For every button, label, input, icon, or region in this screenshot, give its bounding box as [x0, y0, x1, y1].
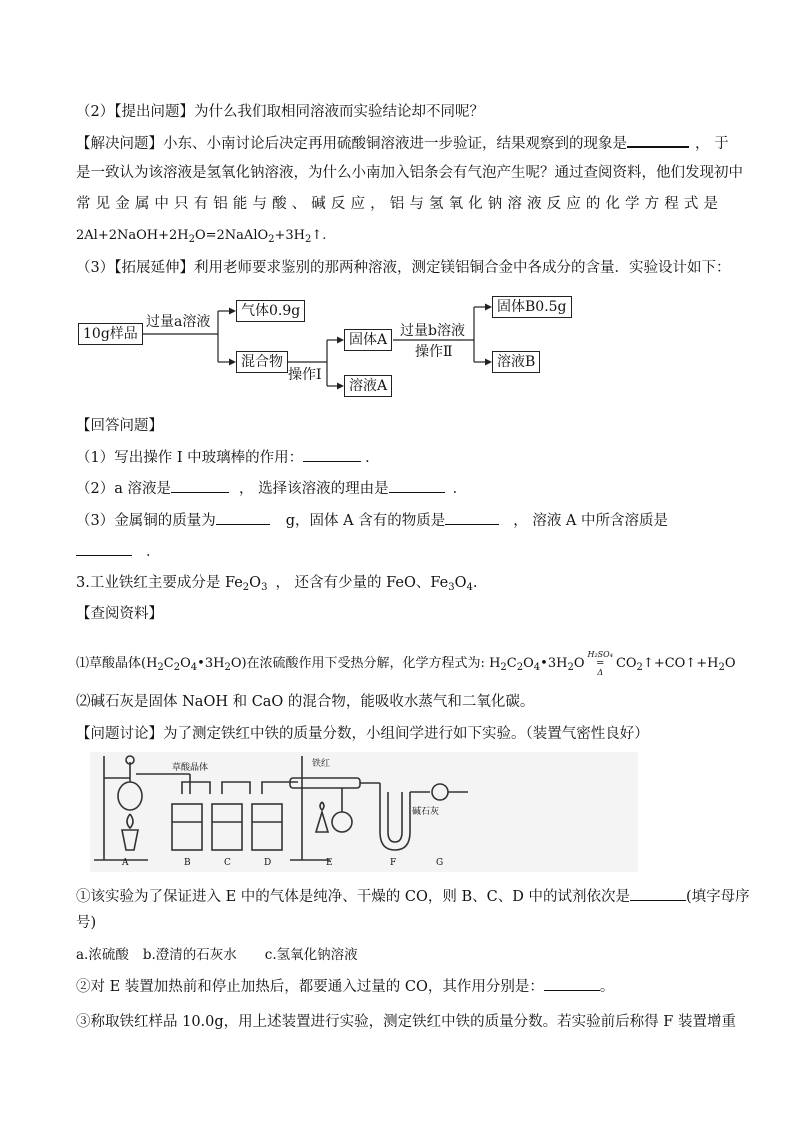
options-line: a.浓硫酸 b.澄清的石灰水 c.氢氧化钠溶液	[76, 947, 358, 963]
answer-blank[interactable]	[445, 510, 499, 525]
sample-box: 10g样品	[78, 323, 143, 345]
answer-blank[interactable]	[171, 478, 229, 493]
apparatus-letter-g: G	[436, 858, 444, 868]
paragraph-line: 常见金属中只有铝能与酸、碱反应，铝与氢氧化钠溶液反应的化学方程式是	[76, 196, 718, 212]
question-3-end: ．	[76, 541, 161, 562]
question-3: （3）金属铜的质量为 g，固体 A 含有的物质是 ， 溶液 A 中所含溶质是	[76, 510, 668, 531]
iron-red-label: 铁红	[312, 759, 331, 769]
question-2: （2）a 溶液是 ， 选择该溶液的理由是 ．	[76, 478, 467, 499]
reagent-a-label: 过量a溶液	[146, 314, 211, 330]
gas-box: 气体0.9g	[236, 300, 305, 322]
solid-b-box: 固体B0.5g	[492, 296, 572, 318]
answer-blank[interactable]	[544, 976, 600, 991]
solve-problem-line: 【解决问题】小东、小南讨论后决定再用硫酸铜溶液进一步验证，结果观察到的现象是 ， 于	[76, 132, 729, 154]
apparatus-letter-d: D	[264, 858, 272, 868]
soda-lime-label: 碱石灰	[412, 807, 440, 817]
answer-blank[interactable]	[303, 447, 361, 462]
equation-line: $2Al+2NaOH+2H_2O=2NaAlO_2+3H_2↑$.	[76, 228, 327, 245]
operation-2-label: 操作Ⅱ	[415, 344, 453, 360]
reagent-b-label: 过量b溶液	[400, 323, 465, 339]
apparatus-letter-a: A	[122, 858, 129, 868]
answer-blank[interactable]	[216, 510, 270, 525]
apparatus-figure	[90, 752, 638, 872]
paragraph-line: 是一致认为该溶液是氢氧化钠溶液，为什么小南加入铝条会有气泡产生呢？通过查阅资料，他们发现初中	[76, 165, 743, 181]
discussion-q2: ②对 E 装置加热前和停止加热后，都要通入过量的 CO，其作用分别是： 。	[76, 976, 614, 997]
apparatus-letter-c: C	[224, 858, 231, 868]
answer-blank[interactable]	[76, 541, 132, 556]
question-1: （1）写出操作 I 中玻璃棒的作用： ．	[76, 447, 380, 468]
discussion-line: 【问题讨论】为了测定铁红中铁的质量分数，小组间学进行如下实验。（装置气密性良好）	[76, 726, 649, 742]
mixture-box: 混合物	[236, 351, 288, 373]
reference-1: ⑴草酸晶体$(H_2C_2O_4•3H_2O)$在浓硫酸作用下受热分解，化学方程式为: $H_2C_2O_4•3H_2O$ H₂SO₄ = Δ $CO_2↑+CO↑+H_2O$	[76, 650, 736, 677]
solution-a-box: 溶液A	[344, 375, 392, 397]
discussion-q3: ③称取铁红样品 10.0g，用上述装置进行实验，测定铁红中铁的质量分数。若实验前后称得 F 装置增重	[76, 1014, 736, 1030]
operation-1-label: 操作Ⅰ	[288, 367, 322, 383]
extension-line: （3）【拓展延伸】利用老师要求鉴别的那两种溶液，测定镁铝铜合金中各成分的含量．实验设计如下：	[76, 260, 731, 276]
answer-heading: 【回答问题】	[76, 418, 163, 434]
answer-blank[interactable]	[630, 886, 686, 901]
answer-blank[interactable]	[389, 478, 445, 493]
apparatus-letter-f: F	[390, 858, 397, 868]
flow-chart-lines	[0, 0, 794, 420]
apparatus-letter-b: B	[184, 858, 191, 868]
section-3-intro: 3.工业铁红主要成分是 $Fe_2O_3$ ， 还含有少量的 FeO、$Fe_3O_4$.	[76, 575, 478, 593]
reference-2: ⑵碱石灰是固体 NaOH 和 CaO 的混合物，能吸收水蒸气和二氧化碳。	[76, 694, 535, 710]
crystal-label: 草酸晶体	[172, 763, 209, 773]
discussion-q1-cont: 号)	[76, 915, 97, 931]
reaction-condition: H₂SO₄ = Δ	[587, 650, 613, 677]
discussion-q1: ①该实验为了保证进入 E 中的气体是纯净、干燥的 CO，则 B、C、D 中的试剂依次是 (填字母序	[76, 886, 750, 907]
reference-heading: 【查阅资料】	[76, 606, 163, 622]
question-2-line: （2）【提出问题】为什么我们取相同溶液而实验结论却不同呢？	[76, 104, 484, 120]
apparatus-letter-e: E	[326, 858, 333, 868]
solution-b-box: 溶液B	[492, 351, 540, 373]
solid-a-box: 固体A	[344, 329, 392, 351]
